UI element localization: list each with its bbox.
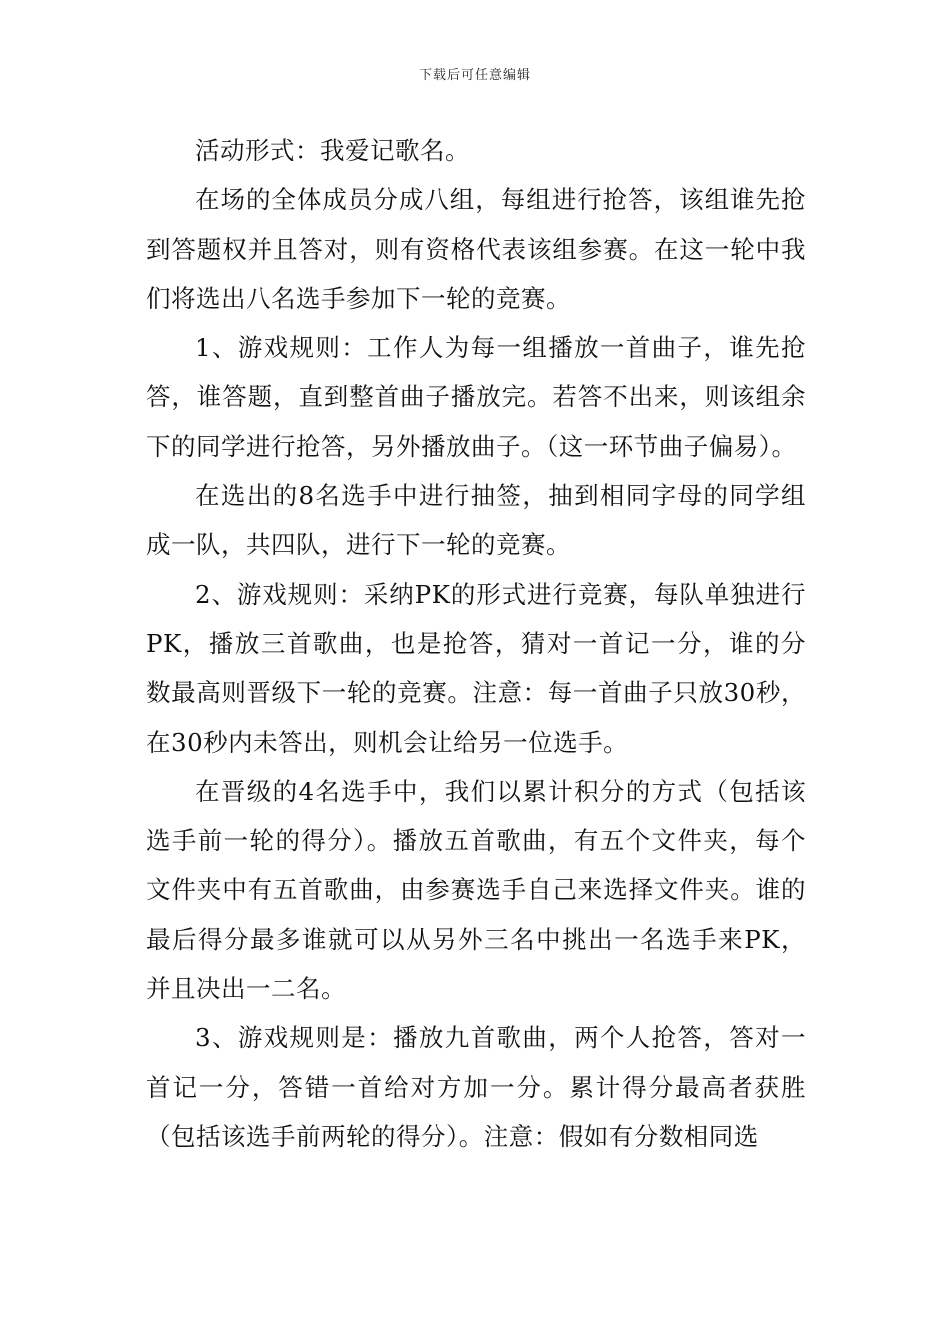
- paragraph-rule-3: 3、游戏规则是：播放九首歌曲，两个人抢答，答对一首记一分，答错一首给对方加一分。累计得分最高者获胜（包括该选手前两轮的得分）。注意：假如有分数相同选: [146, 1023, 806, 1151]
- paragraph-cumulative-score: 在晋级的4名选手中，我们以累计积分的方式（包括该选手前一轮的得分）。播放五首歌曲，有五个文件夹，每个文件夹中有五首歌曲，由参赛选手自己来选择文件夹。谁的最后得分最多谁就可以从另外三名中挑出一名选手来PK，并且决出一二名。: [146, 776, 806, 1004]
- page-header: 下载后可任意编辑: [418, 68, 531, 83]
- paragraph-rule-2: 2、游戏规则：采纳PK的形式进行竞赛，每队单独进行PK，播放三首歌曲，也是抢答，猜对一首记一分，谁的分数最高则晋级下一轮的竞赛。注意：每一首曲子只放30秒，在30秒内未答出，则机会让给另一位选手。: [146, 579, 806, 757]
- paragraph-activity-form: 活动形式：我爱记歌名。: [195, 136, 470, 165]
- paragraph-rule-1: 1、游戏规则：工作人为每一组播放一首曲子，谁先抢答，谁答题，直到整首曲子播放完。若答不出来，则该组余下的同学进行抢答，另外播放曲子。（这一环节曲子偏易）。: [146, 333, 806, 461]
- paragraph-grouping: 在场的全体成员分成八组，每组进行抢答，该组谁先抢到答题权并且答对，则有资格代表该组参赛。在这一轮中我们将选出八名选手参加下一轮的竞赛。: [146, 185, 806, 313]
- document-body: [146, 126, 806, 1161]
- paragraph-draw-lots: 在选出的8名选手中进行抽签，抽到相同字母的同学组成一队，共四队，进行下一轮的竞赛。: [146, 481, 806, 560]
